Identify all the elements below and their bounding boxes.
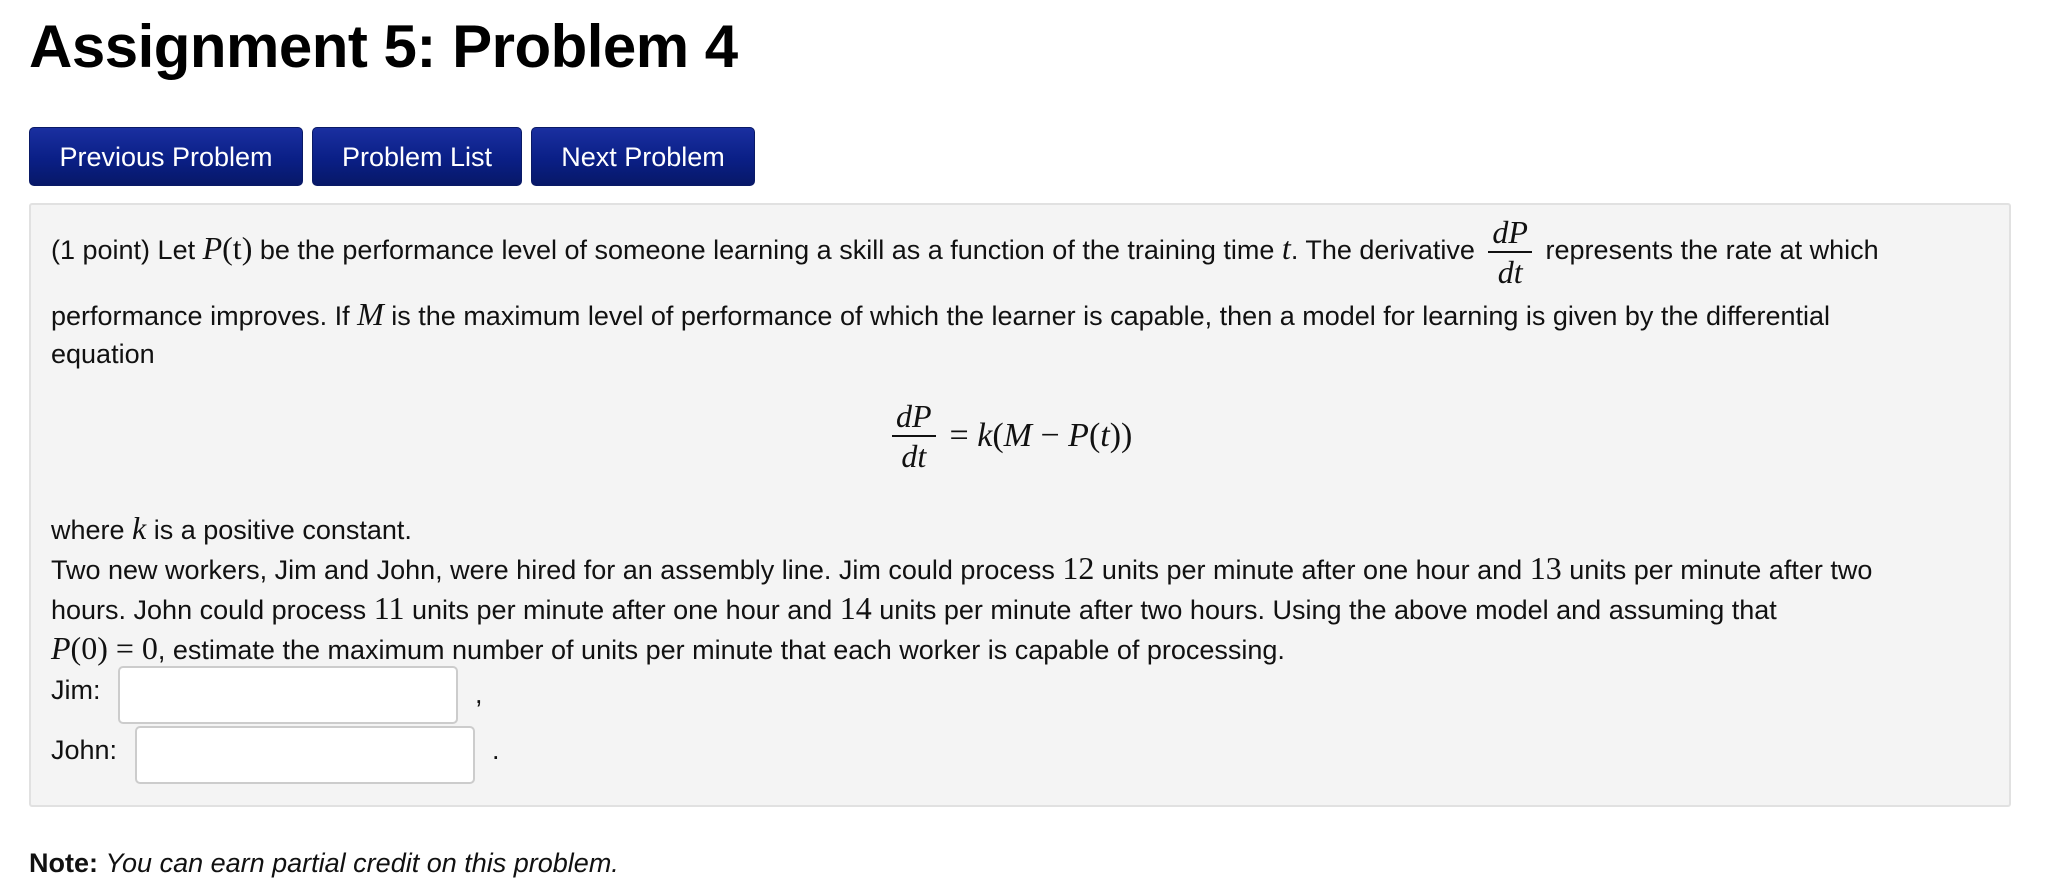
problem-text-line-3 bbox=[51, 334, 155, 374]
number: 13 bbox=[1529, 550, 1562, 586]
math-paren: ( bbox=[1088, 417, 1101, 454]
problem-text: Two new workers, Jim and John, were hired for an assembly line. Jim could process bbox=[51, 555, 1063, 585]
problem-text-line-1 bbox=[51, 213, 1879, 291]
math-paren: ( bbox=[992, 417, 1004, 454]
problem-text-line-7 bbox=[51, 628, 1285, 670]
math-P: P bbox=[51, 630, 71, 666]
problem-text: be the performance level of someone learning a skill as a function of the training time bbox=[252, 235, 1282, 266]
problem-text: where bbox=[51, 515, 133, 545]
equation-rhs bbox=[950, 417, 1133, 455]
problem-text-line-5 bbox=[51, 548, 1872, 590]
problem-text: units per minute after two bbox=[1561, 555, 1873, 585]
previous-problem-button[interactable]: Previous Problem bbox=[29, 127, 303, 186]
problem-text: (1 point) Let bbox=[51, 235, 203, 266]
problem-text: units per minute after one hour and bbox=[404, 595, 840, 625]
minus-sign: − bbox=[1031, 417, 1069, 454]
problem-box bbox=[29, 203, 2011, 807]
fraction-denominator: dt bbox=[1497, 254, 1523, 290]
equals-sign: = bbox=[949, 417, 978, 454]
partial-credit-note bbox=[29, 848, 619, 879]
jim-answer-label: Jim: bbox=[51, 675, 101, 705]
problem-navigation bbox=[29, 127, 755, 186]
differential-equation bbox=[886, 397, 1132, 475]
math-t: t bbox=[1100, 417, 1110, 454]
john-answer-punctuation: . bbox=[492, 735, 500, 765]
note-text: You can earn partial credit on this problem. bbox=[105, 848, 619, 878]
problem-text: is the maximum level of performance of which the learner is capable, then a model for learning is given by the differential bbox=[383, 301, 1831, 331]
number: 11 bbox=[373, 590, 405, 626]
fraction-numerator: dP bbox=[892, 397, 936, 437]
number: 14 bbox=[839, 590, 872, 626]
jim-answer-punctuation: , bbox=[475, 679, 483, 709]
math-k: k bbox=[132, 510, 147, 546]
derivative-fraction bbox=[1488, 213, 1532, 291]
math-M: M bbox=[1003, 417, 1032, 454]
problem-text-line-2 bbox=[51, 294, 1830, 336]
math-initial-condition: (0) = 0 bbox=[70, 630, 158, 666]
math-paren: )) bbox=[1109, 417, 1133, 454]
math-paren: (t) bbox=[222, 230, 253, 267]
problem-text: is a positive constant. bbox=[146, 515, 412, 545]
math-k: k bbox=[977, 417, 993, 454]
fraction-denominator: dt bbox=[901, 438, 927, 474]
problem-list-button[interactable]: Problem List bbox=[312, 127, 522, 186]
john-answer-input[interactable] bbox=[135, 726, 475, 784]
jim-answer-input[interactable] bbox=[118, 666, 458, 724]
john-answer-label: John: bbox=[51, 735, 118, 765]
problem-text: equation bbox=[51, 339, 155, 369]
problem-text: units per minute after one hour and bbox=[1094, 555, 1530, 585]
number: 12 bbox=[1062, 550, 1095, 586]
next-problem-button[interactable]: Next Problem bbox=[531, 127, 755, 186]
problem-text-line-6 bbox=[51, 588, 1777, 630]
problem-text: . The derivative bbox=[1290, 235, 1483, 266]
page-title: Assignment 5: Problem 4 bbox=[29, 13, 738, 80]
problem-text: hours. John could process bbox=[51, 595, 374, 625]
math-P: P bbox=[1068, 417, 1089, 454]
fraction-numerator: dP bbox=[1488, 213, 1532, 253]
problem-text-line-4 bbox=[51, 508, 412, 550]
note-label: Note: bbox=[29, 848, 98, 878]
math-M: M bbox=[357, 296, 384, 332]
problem-text: , estimate the maximum number of units per minute that each worker is capable of processing. bbox=[157, 635, 1285, 665]
equation-lhs-fraction bbox=[892, 397, 936, 475]
math-t: t bbox=[1281, 230, 1291, 267]
problem-text: performance improves. If bbox=[51, 301, 358, 331]
problem-text: units per minute after two hours. Using the above model and assuming that bbox=[871, 595, 1777, 625]
math-P: P bbox=[202, 230, 223, 267]
problem-text: represents the rate at which bbox=[1537, 235, 1879, 266]
